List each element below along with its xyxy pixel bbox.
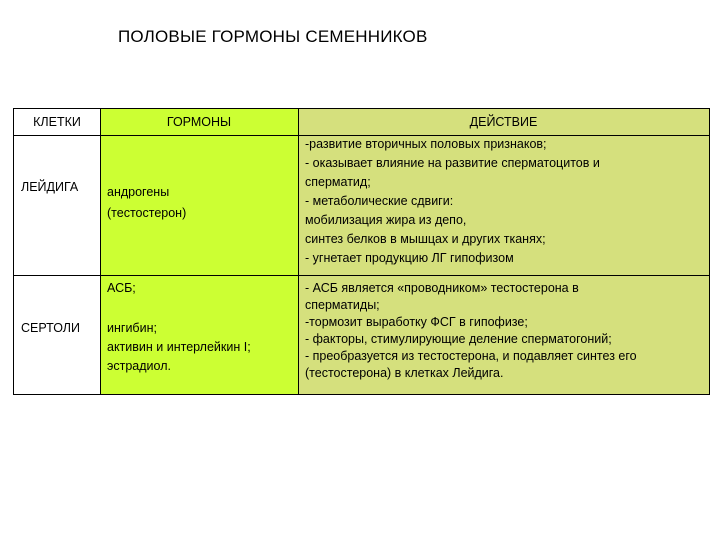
- action-line: сперматид;: [305, 175, 371, 189]
- hormones-sertoli: [107, 319, 251, 376]
- header-action: ДЕЙСТВИЕ: [469, 115, 538, 129]
- cells-column: [14, 109, 100, 394]
- hormone-item: ингибин;: [107, 321, 157, 335]
- hormone-item: (тестостерон): [107, 206, 187, 220]
- cell-leydig: ЛЕЙДИГА: [21, 180, 79, 194]
- action-leydig: [305, 135, 600, 268]
- page-title: ПОЛОВЫЕ ГОРМОНЫ СЕМЕННИКОВ: [118, 27, 428, 46]
- action-line: (тестостерона) в клетках Лейдига.: [305, 366, 504, 380]
- action-line: синтез белков в мышцах и других тканях;: [305, 232, 546, 246]
- hormone-asb: АСБ;: [107, 281, 136, 295]
- action-line: - преобразуется из тестостерона, и подавляет синтез его: [305, 349, 637, 363]
- hormone-item: активин и интерлейкин I;: [107, 340, 251, 354]
- hormones-leydig: [107, 182, 186, 224]
- action-line: - угнетает продукцию ЛГ гипофизом: [305, 251, 514, 265]
- header-hormones: ГОРМОНЫ: [166, 115, 232, 129]
- action-line: -тормозит выработку ФСГ в гипофизе;: [305, 315, 528, 329]
- hormones-table: [13, 108, 710, 395]
- action-line: - АСБ является «проводником» тестостерона в: [305, 281, 579, 295]
- action-sertoli: [305, 280, 637, 382]
- action-line: мобилизация жира из депо,: [305, 213, 467, 227]
- hormone-item: эстрадиол.: [107, 359, 171, 373]
- action-line: - факторы, стимулирующие деление сперматогоний;: [305, 332, 612, 346]
- action-line: - метаболические сдвиги:: [305, 194, 454, 208]
- action-line: сперматиды;: [305, 298, 380, 312]
- action-line: - оказывает влияние на развитие сперматоцитов и: [305, 156, 600, 170]
- action-line: -развитие вторичных половых признаков;: [305, 137, 547, 151]
- cell-sertoli: СЕРТОЛИ: [21, 321, 80, 335]
- hormone-item: андрогены: [107, 185, 170, 199]
- header-cells: КЛЕТКИ: [33, 115, 81, 129]
- row-divider: [14, 275, 709, 276]
